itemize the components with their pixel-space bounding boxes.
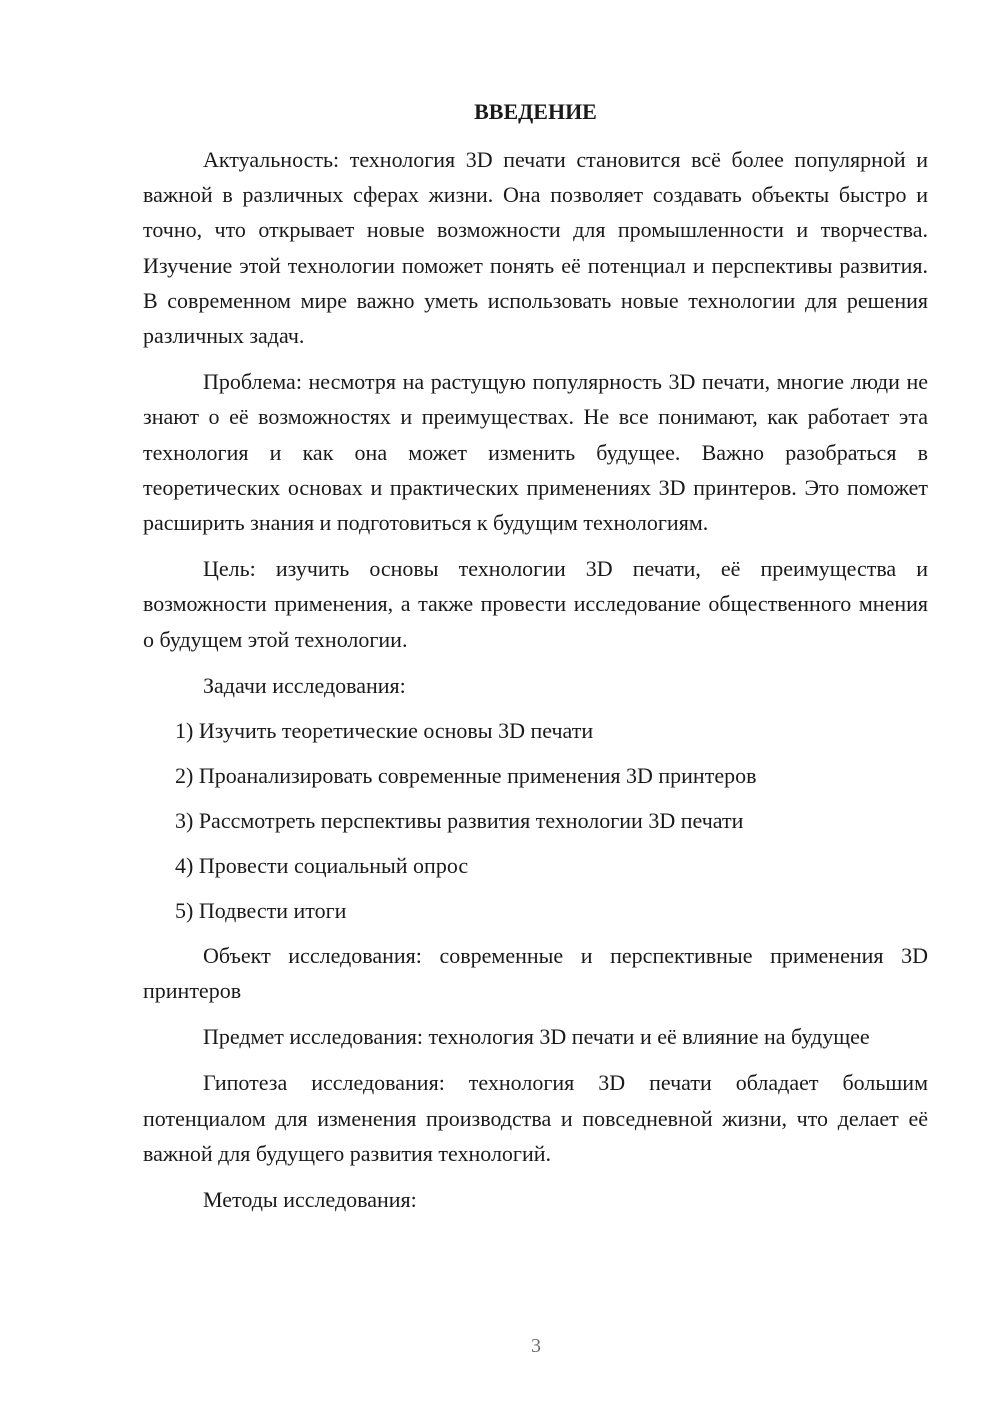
tasks-label: Задачи исследования: [203, 672, 406, 698]
task-item: 1) Изучить теоретические основы 3D печати [175, 717, 594, 743]
task-item: 3) Рассмотреть перспективы развития технологии 3D печати [175, 807, 744, 833]
paragraph-object: Объект исследования: современные и перспективные применения 3D принтеров [143, 942, 928, 1004]
page-content [143, 94, 928, 1227]
page-number: 3 [531, 1335, 541, 1357]
paragraph-goal: Цель: изучить основы технологии 3D печати, её преимущества и возможности применения, а также провести исследование общественного мнения о будущем этой технологии. [143, 556, 928, 652]
task-item: 4) Провести социальный опрос [175, 852, 469, 878]
task-item: 5) Подвести итоги [175, 897, 347, 923]
task-item: 2) Проанализировать современные применения 3D принтеров [175, 762, 757, 788]
methods-label: Методы исследования: [203, 1187, 417, 1213]
section-title: ВВЕДЕНИЕ [474, 99, 597, 124]
paragraph-relevance: Актуальность: технология 3D печати становится всё более популярной и важной в различных сферах жизни. Она позволяет создавать объекты быстро и точно, что открывает новые возможности для промышленности и творчества. Изучение этой технологии поможет понять её потенциал и перспективы развития. В современном мире важно уметь использовать новые технологии для решения различных задач. [143, 147, 928, 349]
paragraph-problem: Проблема: несмотря на растущую популярность 3D печати, многие люди не знают о её возможностях и преимуществах. Не все понимают, как работает эта технология и как она может изменить будущее. Важно разобраться в теоретических основах и практических применениях 3D принтеров. Это поможет расширить знания и подготовиться к будущим технологиям. [143, 369, 928, 536]
tasks-list [143, 713, 928, 928]
paragraph-subject: Предмет исследования: технология 3D печати и её влияние на будущее [203, 1024, 870, 1050]
paragraph-hypothesis: Гипотеза исследования: технология 3D печати обладает большим потенциалом для изменения производства и повседневной жизни, что делает её важной для будущего развития технологий. [143, 1070, 928, 1166]
